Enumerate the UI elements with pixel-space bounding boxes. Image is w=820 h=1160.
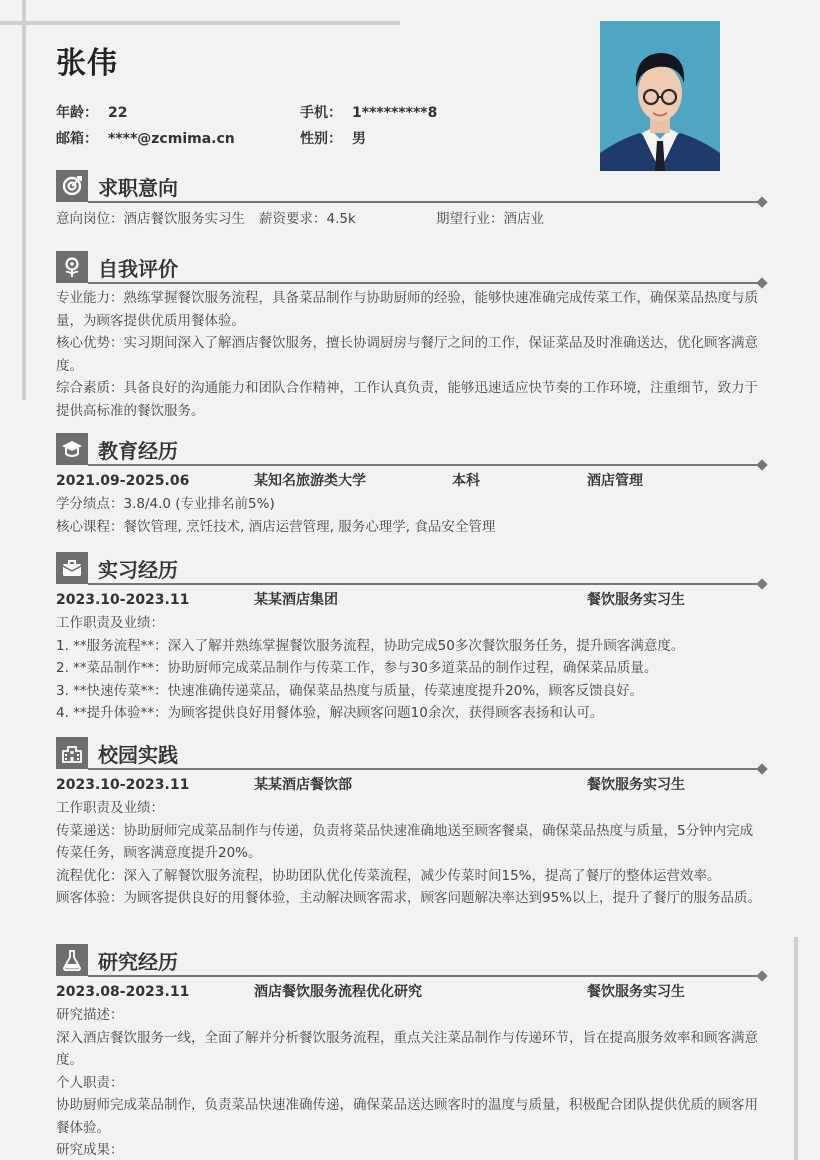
research-line: 深入酒店餐饮服务一线，全面了解并分析餐饮服务流程，重点关注菜品制作与传递环节，旨在提高服务效率和顾客满意度。 (56, 1029, 758, 1068)
education-detail: 核心课程：餐饮管理, 烹饪技术, 酒店运营管理, 服务心理学, 食品安全管理 (56, 518, 496, 535)
phone-value: 1*********8 (352, 105, 438, 121)
section-research (56, 944, 766, 1160)
section-title: 求职意向 (98, 176, 178, 200)
decorative-left-rule (22, 0, 26, 400)
section-rule-end-diamond (756, 196, 767, 207)
gender-field (300, 128, 366, 148)
flower-icon (56, 251, 88, 283)
section-self-evaluation (56, 251, 766, 422)
section-education (56, 433, 766, 538)
section-rule (88, 583, 762, 585)
self-eval-paragraph: 专业能力：熟练掌握餐饮服务流程，具备菜品制作与协助厨师的经验，能够快速准确完成传菜工作，确保菜品热度与质量，为顾客提供优质用餐体验。 (56, 290, 758, 329)
intent-industry: 期望行业：酒店业 (436, 211, 544, 227)
decorative-top-rule (0, 21, 400, 25)
campus-line: 传菜递送：协助厨师完成菜品制作与传递，负责将菜品快速准确地送至顾客餐桌，确保菜品热度与质量，5分钟内完成传菜任务，顾客满意度提升20%。 (56, 822, 754, 861)
education-school: 某知名旅游类大学 (254, 473, 366, 489)
campus-line: 工作职责及业绩： (56, 800, 164, 816)
education-degree: 本科 (452, 473, 480, 489)
age-label: 年龄： (56, 105, 98, 121)
internship-line: 2. **菜品制作**：协助厨师完成菜品制作与传菜工作，参与30多道菜品的制作过程，确保菜品质量。 (56, 660, 658, 676)
decorative-right-rule (794, 937, 798, 1160)
section-rule (88, 975, 762, 977)
section-campus-practice (56, 737, 766, 910)
section-title: 校园实践 (98, 743, 178, 767)
campus-line: 流程优化：深入了解餐饮服务流程，协助团队优化传菜流程，减少传菜时间15%，提高了餐厅的整体运营效率。 (56, 867, 721, 884)
age-field (56, 102, 127, 122)
section-title: 实习经历 (98, 558, 178, 582)
education-major: 酒店管理 (587, 473, 643, 489)
internship-line: 工作职责及业绩： (56, 615, 164, 631)
campus-role: 餐饮服务实习生 (587, 777, 685, 793)
education-detail: 学分绩点：3.8/4.0 (专业排名前5%) (56, 496, 275, 512)
internship-role: 餐饮服务实习生 (587, 592, 685, 608)
section-title: 自我评价 (98, 257, 178, 281)
section-rule (88, 282, 762, 284)
section-rule (88, 464, 762, 466)
research-line: 协助厨师完成菜品制作，负责菜品快速准确传递，确保菜品送达顾客时的温度与质量，积极配合团队提供优质的顾客用餐体验。 (56, 1097, 758, 1136)
email-field (56, 128, 235, 148)
intent-position: 意向岗位：酒店餐饮服务实习生 (56, 211, 245, 227)
candidate-name: 张伟 (56, 46, 118, 81)
internship-line: 1. **服务流程**：深入了解并熟练掌握餐饮服务流程，协助完成50多次餐饮服务任务，提升顾客满意度。 (56, 637, 685, 654)
internship-period: 2023.10-2023.11 (56, 592, 190, 608)
education-period: 2021.09-2025.06 (56, 473, 190, 489)
section-rule (88, 201, 762, 203)
self-eval-paragraph: 综合素质：具备良好的沟通能力和团队合作精神，工作认真负责，能够迅速适应快节奏的工作环境，注重细节，致力于提供高标准的餐饮服务。 (56, 380, 758, 419)
internship-line: 3. **快速传菜**：快速准确传递菜品，确保菜品热度与质量，传菜速度提升20%，顾客反馈良好。 (56, 682, 644, 699)
flask-icon (56, 944, 88, 976)
internship-org: 某某酒店集团 (254, 592, 338, 608)
intent-salary: 薪资要求：4.5k (259, 211, 356, 227)
research-role: 餐饮服务实习生 (587, 984, 685, 1000)
building-icon (56, 737, 88, 769)
phone-field (300, 102, 437, 122)
section-rule (88, 768, 762, 770)
research-line: 研究成果： (56, 1142, 124, 1158)
research-project: 酒店餐饮服务流程优化研究 (254, 984, 422, 1000)
campus-line: 顾客体验：为顾客提供良好的用餐体验，主动解决顾客需求，顾客问题解决率达到95%以上，提升了餐厅的服务品质。 (56, 890, 762, 906)
target-icon (56, 170, 88, 202)
profile-photo (600, 21, 720, 171)
campus-org: 某某酒店餐饮部 (254, 777, 352, 793)
section-title: 研究经历 (98, 950, 178, 974)
email-value: ****@zcmima.cn (108, 131, 235, 147)
gender-label: 性别： (300, 131, 342, 147)
research-line: 个人职责： (56, 1074, 124, 1091)
briefcase-icon (56, 552, 88, 584)
graduation-cap-icon (56, 433, 88, 465)
research-line: 研究描述： (56, 1007, 124, 1023)
section-internship (56, 552, 766, 725)
campus-period: 2023.10-2023.11 (56, 777, 190, 793)
section-job-intent (56, 170, 766, 234)
email-label: 邮箱： (56, 131, 98, 147)
age-value: 22 (108, 105, 128, 121)
self-eval-paragraph: 核心优势：实习期间深入了解酒店餐饮服务，擅长协调厨房与餐厅之间的工作，保证菜品及时准确送达，优化顾客满意度。 (56, 335, 758, 374)
section-title: 教育经历 (98, 439, 178, 463)
phone-label: 手机： (300, 105, 342, 121)
research-period: 2023.08-2023.11 (56, 984, 190, 1000)
internship-line: 4. **提升体验**：为顾客提供良好用餐体验，解决顾客问题10余次，获得顾客表扬和认可。 (56, 705, 604, 721)
gender-value: 男 (352, 131, 366, 147)
